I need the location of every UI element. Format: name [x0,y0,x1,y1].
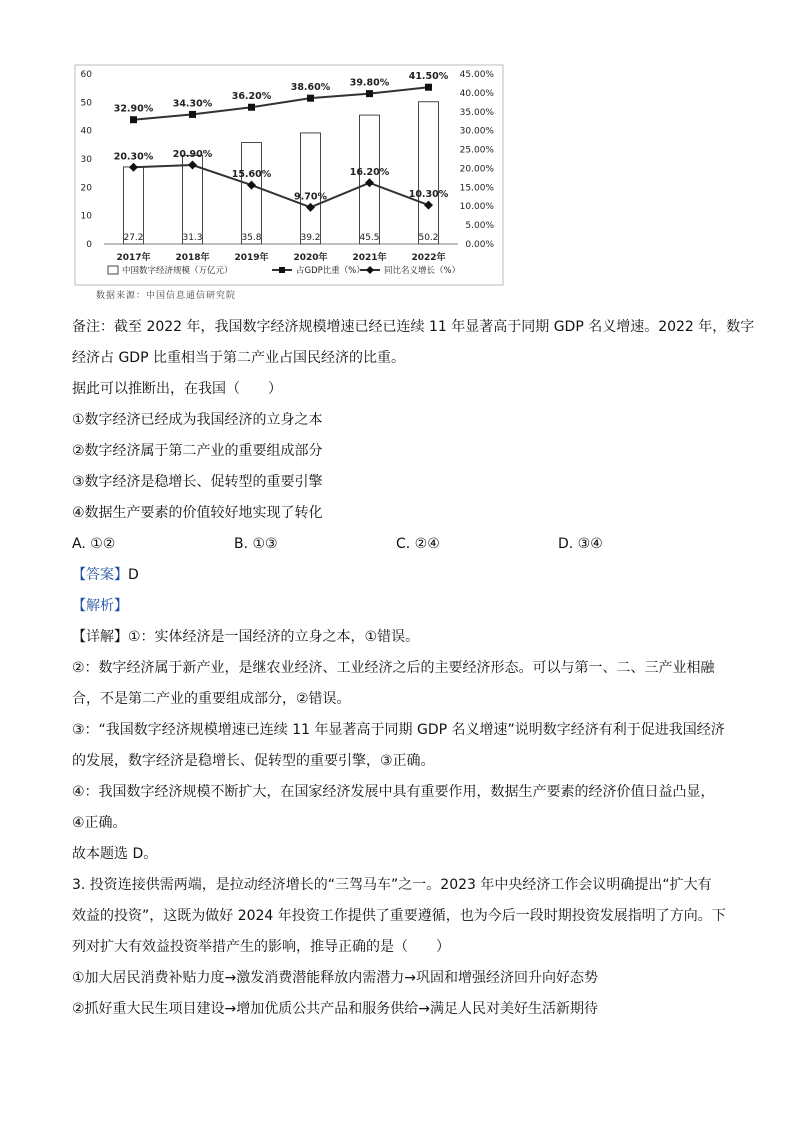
point-data-label: 16.20% [349,166,390,178]
x-tick-label: 2020年 [293,253,328,263]
x-tick-label: 2022年 [411,253,446,263]
point-data-label: 36.20% [231,91,272,103]
y-right-tick-label: 35.00% [459,107,494,118]
bar-data-label: 35.8 [241,233,262,243]
detail-line-5: 的发展，数字经济是稳增长、促转型的重要引擎，③正确。 [72,753,435,769]
answer-tag: 【答案】 [72,567,128,583]
bar-data-label: 45.5 [359,233,380,243]
point [130,116,137,123]
y-right-tick-label: 30.00% [459,126,494,137]
bar-data-label: 50.2 [418,233,439,243]
y-right-tick-label: 5.00% [465,221,494,232]
statement-4: ④数据生产要素的价值较好地实现了转化 [72,505,323,521]
point-data-label: 41.50% [408,71,449,83]
legend-diamond-marker [366,266,374,274]
detail-line-7: ④正确。 [72,815,127,831]
legend-label: 中国数字经济规模（万亿元） [122,266,233,276]
remark-line-2: 经济占 GDP 比重相当于第二产业占国民经济的比重。 [72,350,405,366]
point-data-label: 38.60% [290,82,331,94]
bar [419,102,439,244]
point-data-label: 10.30% [408,189,449,201]
answer-value: D [128,567,139,583]
bar [301,133,321,244]
bar-data-label: 31.3 [182,233,203,243]
point [307,95,314,102]
bar [242,143,262,244]
y-right-tick-label: 45.00% [459,70,494,80]
point-data-label: 20.90% [172,149,213,161]
statement-3: ③数字经济是稳增长、促转型的重要引擎 [72,474,323,490]
q3-line-5: ②抓好重大民生项目建设→增加优质公共产品和服务供给→满足人民对美好生活新期待 [72,1001,599,1017]
point [248,104,255,111]
x-tick-label: 2018年 [175,253,210,263]
x-tick-label: 2021年 [352,253,387,263]
detail-line-2: ②：数字经济属于新产业，是继农业经济、工业经济之后的主要经济形态。可以与第一、二、三产业相融 [72,660,715,676]
y-left-tick-label: 20 [80,183,92,194]
point-data-label: 39.80% [349,77,390,89]
answer-line [72,560,722,591]
detail-line-3: 合，不是第二产业的重要组成部分，②错误。 [72,691,351,707]
detail-line-4: ③：“我国数字经济规模增速已连续 11 年显著高于同期 GDP 名义增速”说明数字经济有利于促进我国经济 [72,722,725,738]
y-right-tick-label: 0.00% [465,240,494,250]
y-left-tick-label: 0 [86,240,92,250]
statement-2: ②数字经济属于第二产业的重要组成部分 [72,443,323,459]
point [425,84,432,91]
y-left-tick-label: 60 [80,70,92,80]
detail-line-1: 【详解】①：实体经济是一国经济的立身之本，①错误。 [72,629,420,645]
remark-line-1: 备注：截至 2022 年，我国数字经济规模增速已经已连续 11 年显著高于同期 GDP 名义增速。2022 年，数字 [72,319,755,335]
question-content [72,312,755,1025]
choices [72,529,722,560]
choice-d: D. ③④ [558,536,603,552]
y-left-tick-label: 50 [80,98,92,109]
choice-a: A. ①② [72,536,116,552]
legend-square-marker [279,267,285,273]
q3-line-2: 效益的投资”，这既为做好 2024 年投资工作提供了重要遵循，也为今后一段时期投资发展指明了方向。下 [72,908,726,924]
legend-bar-swatch [108,266,118,274]
point-data-label: 15.60% [231,169,272,181]
y-right-tick-label: 10.00% [459,202,494,213]
x-tick-label: 2019年 [234,253,269,263]
y-right-tick-label: 15.00% [459,183,494,194]
q3-line-1: 3. 投资连接供需两端，是拉动经济增长的“三驾马车”之一。2023 年中央经济工作会议明确提出“扩大有 [72,877,712,893]
y-right-tick-label: 20.00% [459,164,494,175]
point-data-label: 9.70% [294,191,327,203]
question-stem: 据此可以推断出，在我国（ ） [72,381,282,397]
statement-1: ①数字经济已经成为我国经济的立身之本 [72,412,323,428]
legend-label: 同比名义增长（%） [384,266,461,276]
q3-line-3: 列对扩大有效益投资举措产生的影响，推导正确的是（ ） [72,939,450,955]
point-data-label: 32.90% [113,103,154,115]
bar-data-label: 27.2 [123,233,144,243]
analysis-tag: 【解析】 [72,598,128,614]
detail-line-6: ④：我国数字经济规模不断扩大，在国家经济发展中具有重要作用，数据生产要素的经济价值日益凸显， [72,784,715,800]
y-left-tick-label: 30 [80,155,92,165]
x-tick-label: 2017年 [116,253,151,263]
y-right-tick-label: 25.00% [459,145,494,156]
point-data-label: 34.30% [172,98,213,110]
data-source-note: 数据来源：中国信息通信研究院 [96,291,237,301]
y-left-tick-label: 40 [80,126,92,137]
q3-line-4: ①加大居民消费补贴力度→激发消费潜能释放内需潜力→巩固和增强经济回升向好态势 [72,970,599,986]
detail-line-8: 故本题选 D。 [72,846,158,862]
point [189,111,196,118]
digital-economy-chart [74,64,504,286]
legend-label: 占GDP比重（%） [296,266,365,276]
choice-b: B. ①③ [234,536,278,552]
point [366,90,373,97]
bar-data-label: 39.2 [300,233,321,243]
y-left-tick-label: 10 [80,211,92,222]
y-right-tick-label: 40.00% [459,88,494,99]
point-data-label: 20.30% [113,151,154,163]
choice-c: C. ②④ [396,536,440,552]
